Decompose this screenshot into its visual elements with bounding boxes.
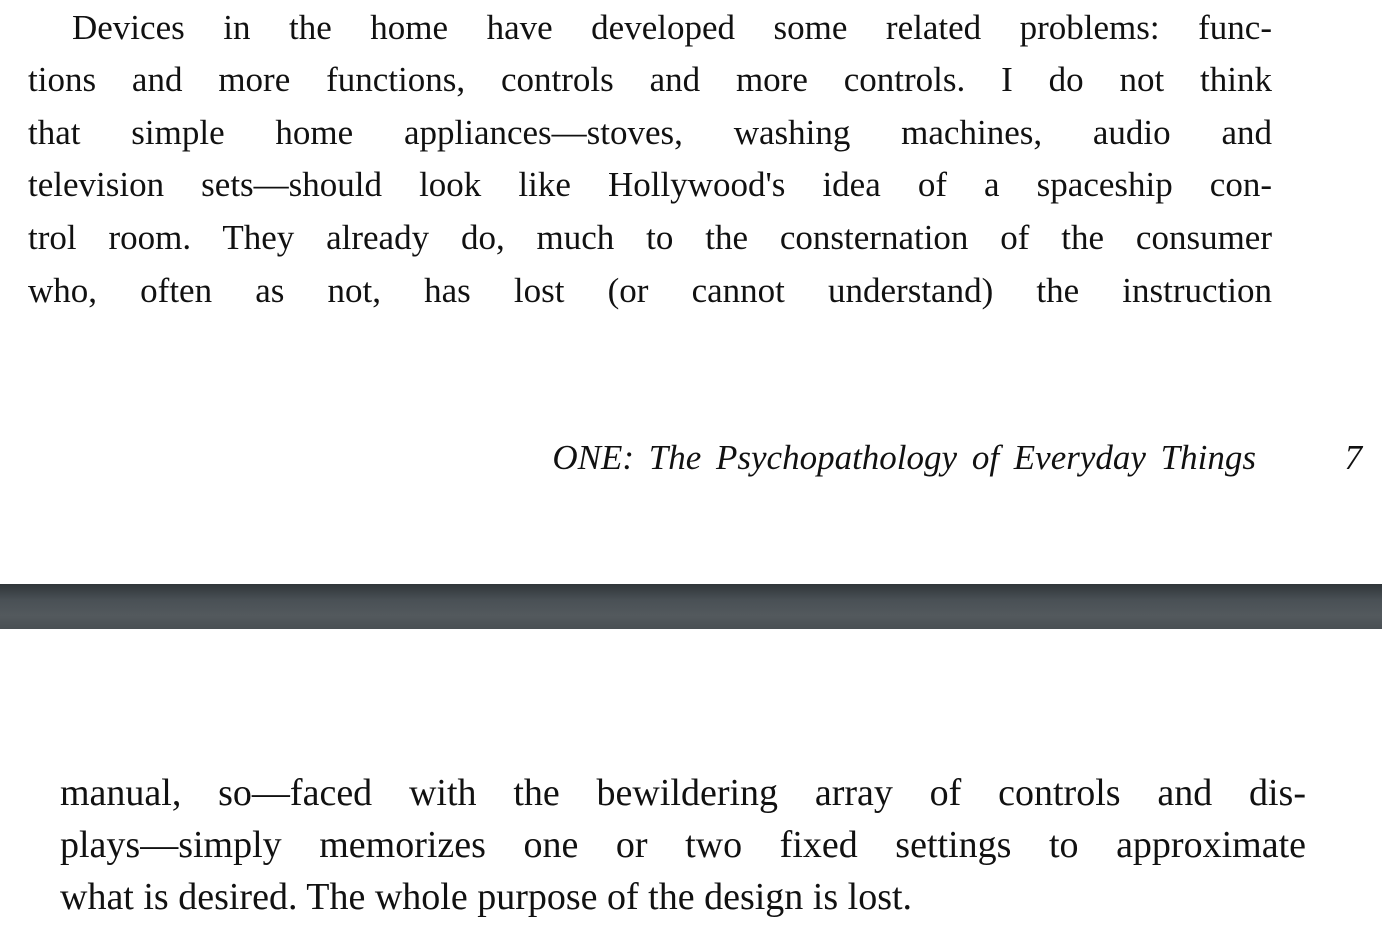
body-text-line: manual, so—faced with the bewildering array of controls and dis- (60, 772, 1306, 814)
chapter-title: ONE: The Psychopathology of Everyday Things (552, 438, 1256, 477)
page-divider (0, 584, 1382, 629)
body-text-line: plays—simply memorizes one or two fixed settings to approximate (60, 824, 1306, 866)
body-text-line: what is desired. The whole purpose of the design is lost. (60, 876, 913, 918)
body-text-line: television sets—should look like Hollywood's idea of a spaceship con- (28, 165, 1272, 204)
body-text-line: tions and more functions, controls and more controls. I do not think (28, 60, 1272, 99)
running-footer (0, 436, 1382, 480)
page-bottom (0, 629, 1382, 930)
page-number: 7 (1344, 438, 1362, 477)
body-text-line: Devices in the home have developed some related problems: func- (72, 8, 1272, 47)
body-text-line: that simple home appliances—stoves, washing machines, audio and (28, 113, 1272, 152)
body-text-line: who, often as not, has lost (or cannot understand) the instruction (28, 271, 1272, 310)
body-text-line: trol room. They already do, much to the consternation of the consumer (28, 218, 1272, 257)
